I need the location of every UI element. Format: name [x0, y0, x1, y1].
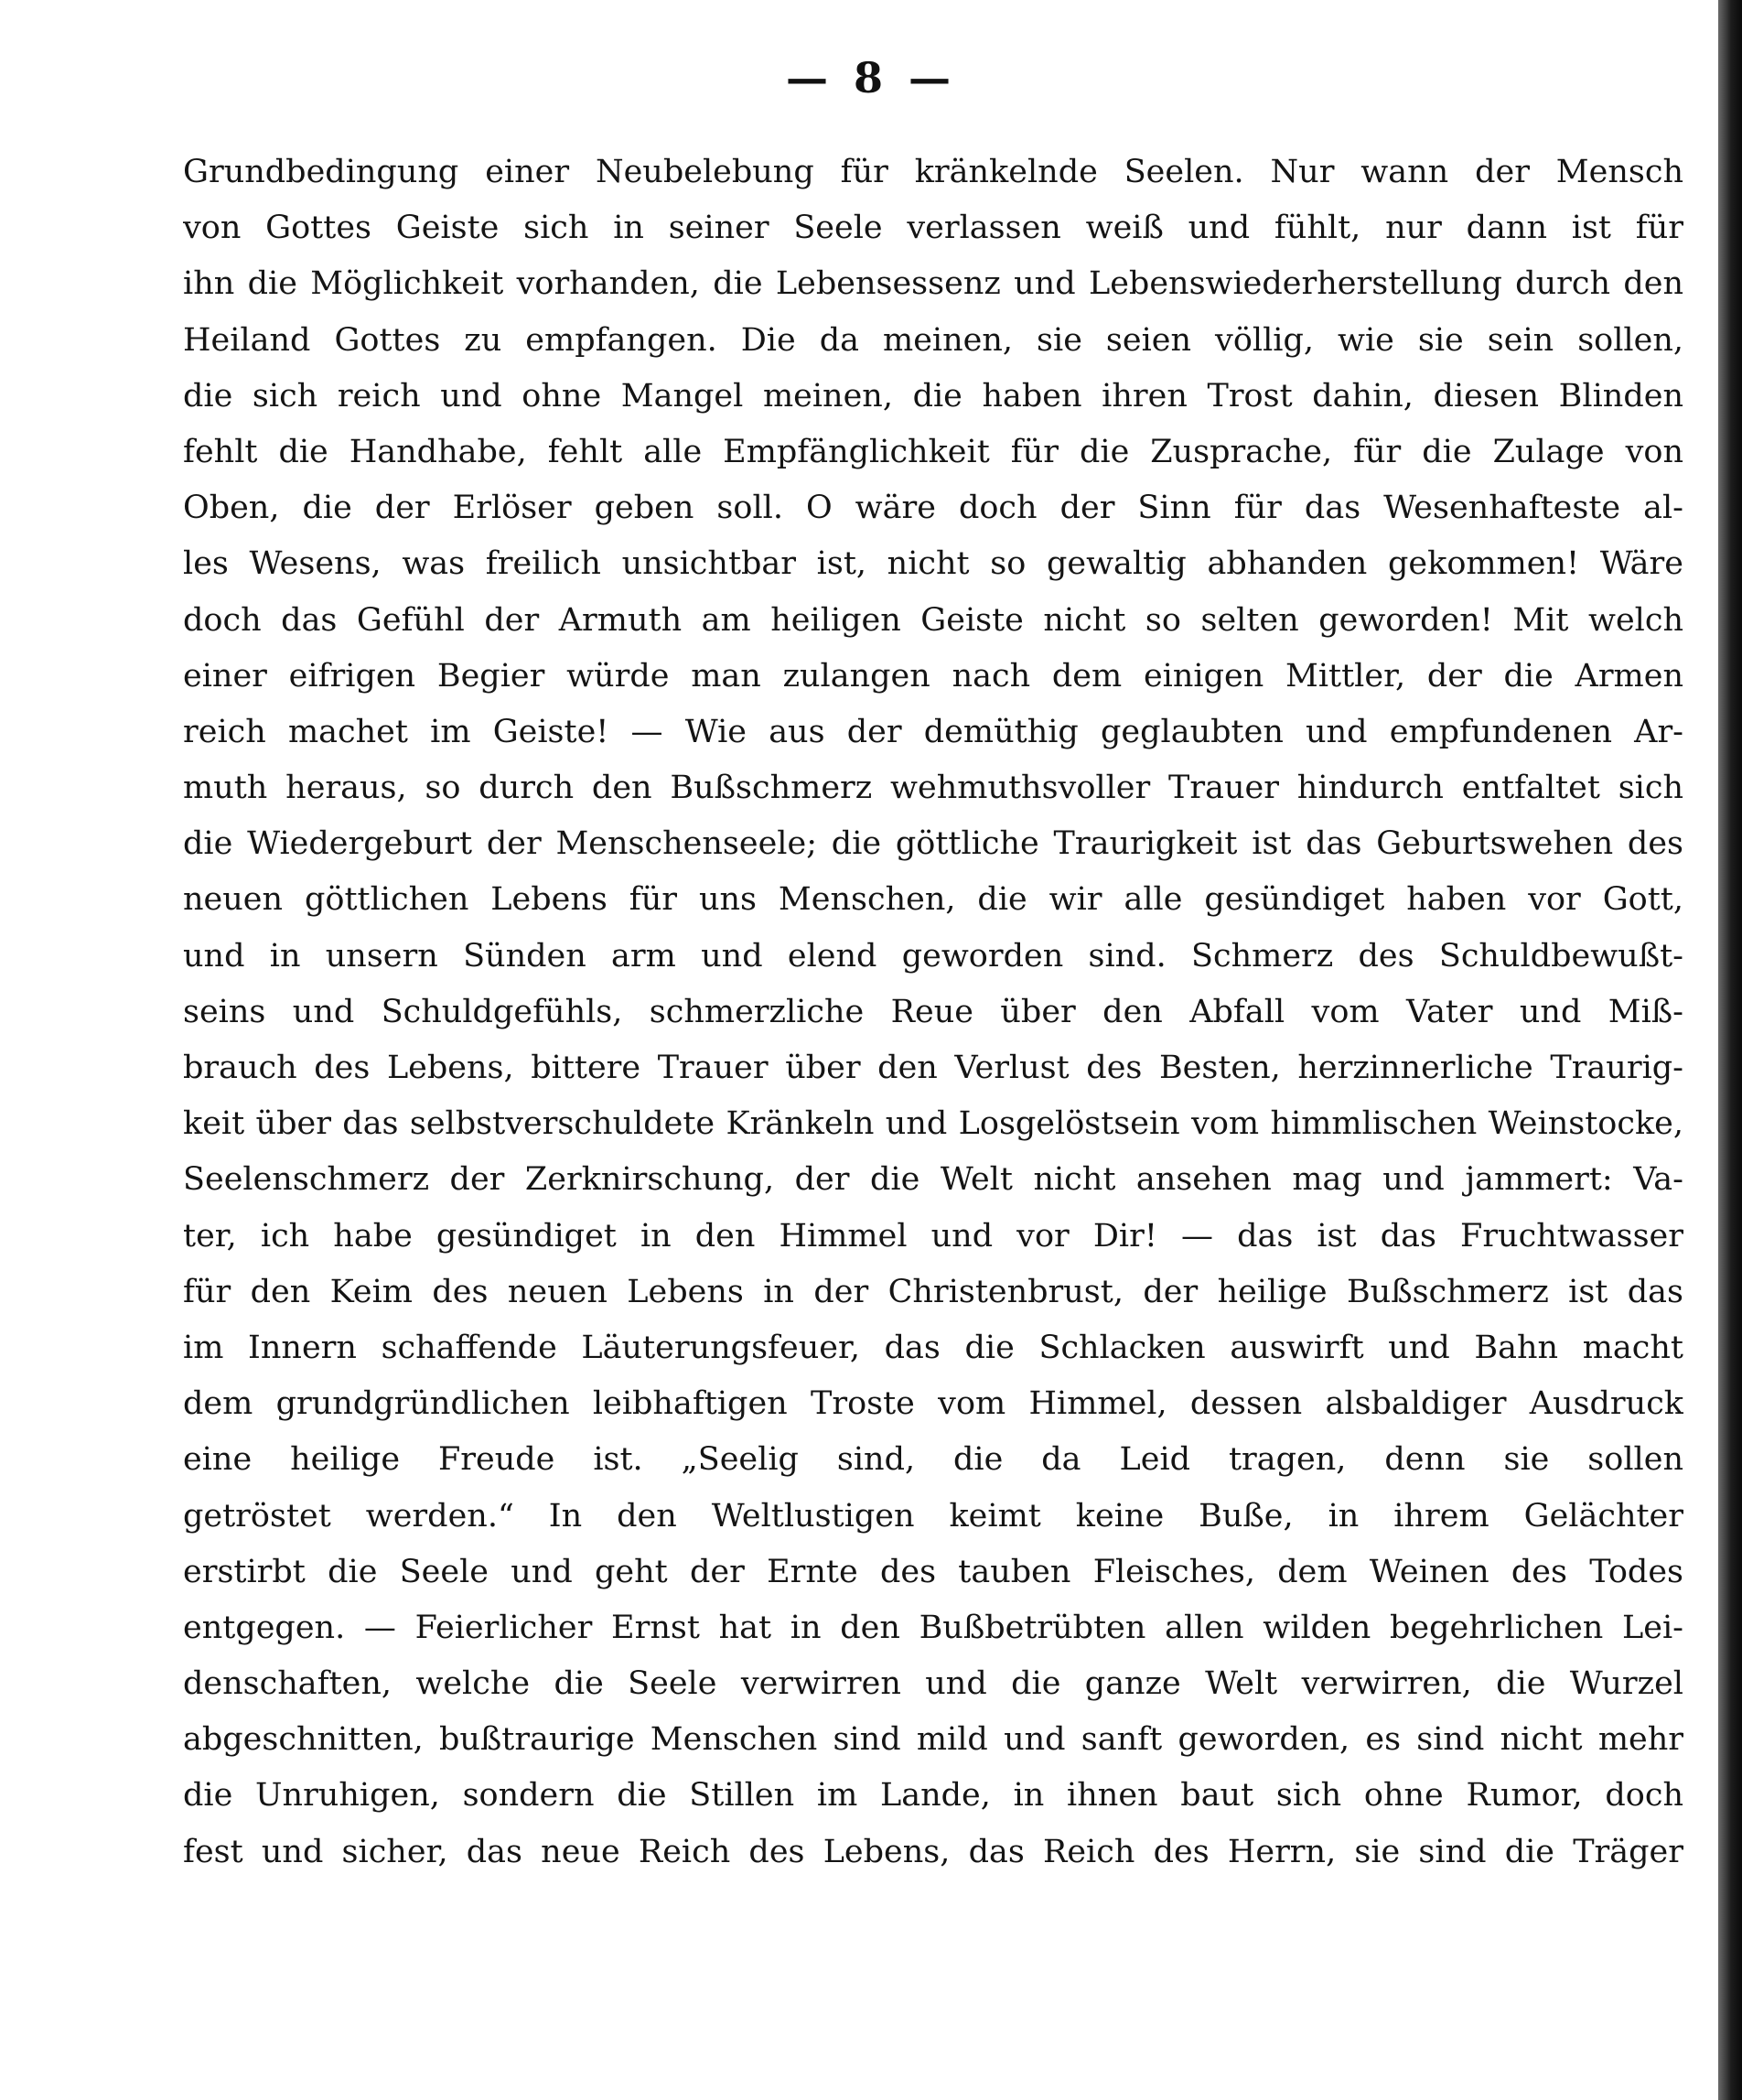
text-line: von Gottes Geiste sich in seiner Seele verlassen weiß und fühlt, nur dann ist für — [183, 210, 1683, 247]
text-line: die Wiedergeburt der Menschenseele; die göttliche Traurigkeit ist das Geburtswehen des — [183, 825, 1683, 863]
text-line: ter, ich habe gesündiget in den Himmel und vor Dir! — das ist das Fruchtwasser — [183, 1217, 1683, 1255]
text-line: erstirbt die Seele und geht der Ernte des tauben Fleisches, dem Weinen des Todes — [183, 1553, 1683, 1590]
text-line: ihn die Möglichkeit vorhanden, die Lebensessenz und Lebenswiederherstellung durch den — [183, 265, 1683, 303]
scan-edge — [1718, 0, 1742, 2100]
text-line: fest und sicher, das neue Reich des Lebens, das Reich des Herrn, sie sind die Träger — [183, 1833, 1683, 1870]
text-line: entgegen. — Feierlicher Ernst hat in den Bußbetrübten allen wilden begehrlichen Lei- — [183, 1609, 1683, 1646]
text-line: brauch des Lebens, bittere Trauer über den Verlust des Besten, herzinnerliche Traurig- — [183, 1050, 1683, 1086]
text-line: im Innern schaffende Läuterungsfeuer, das die Schlacken auswirft und Bahn macht — [183, 1329, 1683, 1366]
text-line: und in unsern Sünden arm und elend geworden sind. Schmerz des Schuldbewußt- — [183, 937, 1683, 975]
text-line: dem grundgründlichen leibhaftigen Troste vom Himmel, dessen alsbaldiger Ausdruck — [183, 1385, 1683, 1423]
text-line: die sich reich und ohne Mangel meinen, die haben ihren Trost dahin, diesen Blinden — [183, 377, 1683, 415]
text-line: abgeschnitten, bußtraurige Menschen sind mild und sanft geworden, es sind nicht mehr — [183, 1721, 1683, 1759]
text-line: eine heilige Freude ist. „Seelig sind, die da Leid tragen, denn sie sollen — [183, 1441, 1683, 1479]
page-number: — 8 — — [785, 53, 957, 102]
text-line: denschaften, welche die Seele verwirren und die ganze Welt verwirren, die Wurzel — [183, 1665, 1683, 1703]
text-line: reich machet im Geiste! — Wie aus der demüthig geglaubten und empfundenen Ar- — [183, 713, 1683, 750]
text-line: doch das Gefühl der Armuth am heiligen Geiste nicht so selten geworden! Mit welch — [183, 601, 1683, 639]
text-line: seins und Schuldgefühls, schmerzliche Reue über den Abfall vom Vater und Miß- — [183, 993, 1683, 1030]
text-line: Seelenschmerz der Zerknirschung, der die Welt nicht ansehen mag und jammert: Va- — [183, 1161, 1683, 1199]
text-line: neuen göttlichen Lebens für uns Menschen, die wir alle gesündiget haben vor Gott, — [183, 881, 1683, 919]
body-text — [183, 145, 1683, 1880]
text-line: keit über das selbstverschuldete Kränkeln und Losgelöstsein vom himmlischen Weinstocke, — [183, 1105, 1683, 1143]
text-line: muth heraus, so durch den Bußschmerz wehmuthsvoller Trauer hindurch entfaltet sich — [183, 770, 1683, 807]
text-line: fehlt die Handhabe, fehlt alle Empfänglichkeit für die Zusprache, für die Zulage von — [183, 433, 1683, 470]
text-line: Oben, die der Erlöser geben soll. O wäre doch der Sinn für das Wesenhafteste al- — [183, 490, 1683, 527]
text-line: getröstet werden.“ In den Weltlustigen keimt keine Buße, in ihrem Gelächter — [183, 1497, 1683, 1535]
text-line: für den Keim des neuen Lebens in der Christenbrust, der heilige Bußschmerz ist das — [183, 1273, 1683, 1310]
text-line: die Unruhigen, sondern die Stillen im Lande, in ihnen baut sich ohne Rumor, doch — [183, 1777, 1683, 1815]
text-line: les Wesens, was freilich unsichtbar ist, nicht so gewaltig abhanden gekommen! Wäre — [183, 545, 1683, 583]
text-line: Grundbedingung einer Neubelebung für kränkelnde Seelen. Nur wann der Mensch — [183, 154, 1683, 190]
text-line: einer eifrigen Begier würde man zulangen nach dem einigen Mittler, der die Armen — [183, 657, 1683, 695]
text-line: Heiland Gottes zu empfangen. Die da meinen, sie seien völlig, wie sie sein sollen, — [183, 321, 1683, 359]
